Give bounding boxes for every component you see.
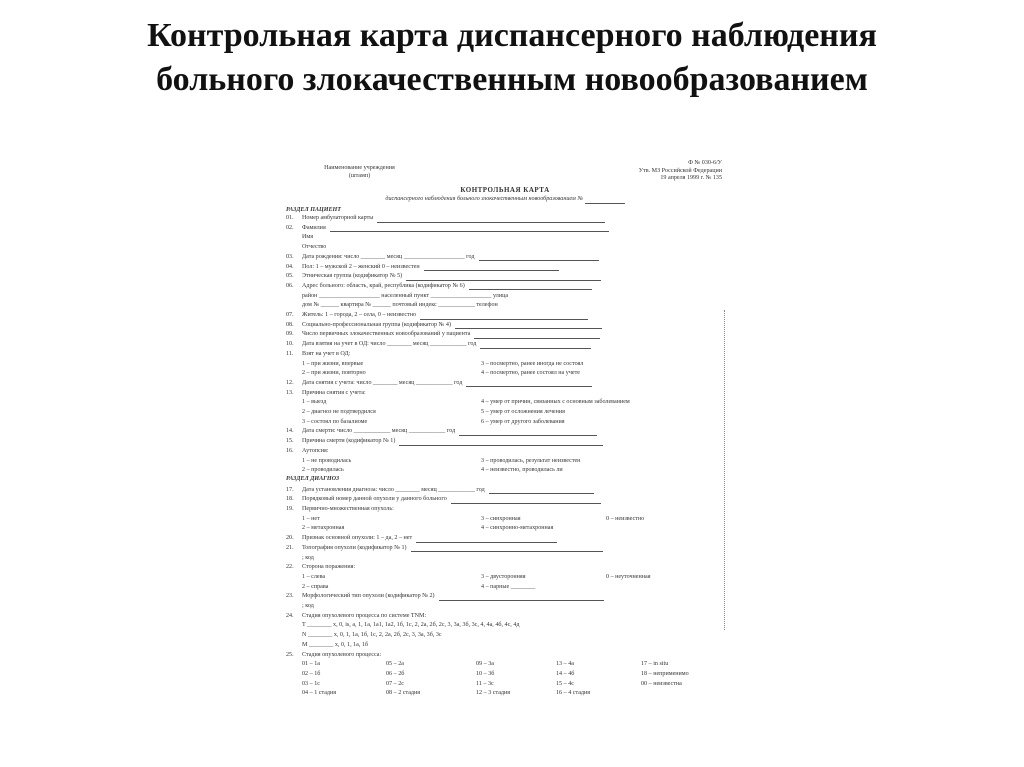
stage-option: 16 – 4 стадия [556, 690, 591, 697]
stage-row [286, 690, 724, 698]
doc-subtitle [282, 196, 728, 204]
stamp-label: (штамп) [348, 172, 371, 179]
stage-option: 11 – 3с [476, 680, 494, 687]
stage-option: 12 – 3 стадия [476, 690, 511, 697]
form-field-row [286, 555, 724, 563]
field-number: 08. [286, 321, 294, 328]
fill-in-blank[interactable] [469, 283, 592, 290]
field-label: Отчество [302, 244, 327, 251]
field-number: 12. [286, 379, 294, 386]
field-number: 11. [286, 350, 294, 357]
slide-title [0, 14, 1024, 102]
fill-in-blank[interactable] [377, 216, 605, 223]
form-field-row [286, 283, 724, 291]
form-field-row [286, 380, 724, 388]
stage-row [286, 681, 724, 689]
field-label: Социально-профессиональная группа (кодификатор № 4) [302, 321, 451, 328]
form-field-row [286, 622, 724, 630]
field-option-col2: 5 – умер от осложнения лечения [481, 409, 565, 415]
field-label: Признак основной опухоли: 1 – да, 2 – нет [302, 535, 413, 542]
field-label: Стадия опухолевого процесса по системе TNM: [302, 612, 427, 619]
field-number: 21. [286, 544, 294, 551]
slide-title-line-2: больного злокачественным новообразованием [156, 61, 868, 98]
form-field-row [286, 593, 724, 601]
form-field-row [286, 564, 724, 572]
stage-option: 18 – неприменимо [641, 670, 689, 677]
field-option-col3: 0 – неизвестно [606, 515, 645, 522]
field-label: Взят на учет в ОД: [302, 350, 351, 357]
field-number: 17. [286, 486, 294, 493]
stage-option: 06 – 2б [386, 670, 405, 677]
form-field-row [286, 545, 724, 553]
section-patient: РАЗДЕЛ ПАЦИЕНТ [286, 207, 342, 213]
field-number: 06. [286, 282, 294, 289]
field-label: Топография опухоли (кодификатор № 1) [302, 544, 407, 551]
field-option-col2: 4 – посмертно, ранее состоял на учете [481, 370, 580, 377]
stage-option: 02 – 1б [302, 670, 321, 677]
field-option-col3: 0 – неуточненная [606, 573, 651, 580]
field-number: 16. [286, 447, 294, 454]
field-label: Пол: 1 – мужской 2 – женский 0 – неизвестен [302, 263, 420, 270]
field-label: Дата смерти: число ____________ месяц ____________ год [302, 428, 456, 435]
field-option-col2: 3 – двусторонняя [481, 573, 526, 580]
field-label: T ________ x, 0, is, a, 1, 1a, 1a1, 1a2, 1б, 1с, 2, 2a, 2б, 2с, 3, 3a, 3б, 3с, 4, 4a, 4б, 4с, 4д [302, 622, 520, 629]
scan-edge-mark [724, 310, 725, 630]
fill-in-blank[interactable] [439, 594, 604, 601]
form-field-row [286, 264, 724, 272]
fill-in-blank[interactable] [416, 536, 557, 543]
field-number: 18. [286, 496, 294, 503]
stage-option: 05 – 2a [386, 661, 404, 668]
form-field-row [286, 351, 724, 359]
scanned-form [282, 160, 728, 720]
stage-option: 17 – in situ [641, 661, 669, 668]
field-number: 13. [286, 389, 294, 396]
field-label: 1 – выезд [302, 399, 327, 406]
form-field-row [286, 312, 724, 320]
fill-in-blank[interactable] [466, 380, 592, 387]
fill-in-blank[interactable] [420, 313, 588, 320]
stage-row [286, 671, 724, 679]
slide-title-line-1: Контрольная карта диспансерного наблюдения [147, 17, 877, 54]
stage-option: 04 – 1 стадия [302, 690, 337, 697]
field-number: 14. [286, 428, 294, 435]
field-number: 04. [286, 263, 294, 270]
field-number: 24. [286, 612, 294, 619]
form-field-row [286, 225, 724, 233]
section-diagnosis: РАЗДЕЛ ДИАГНОЗ [286, 475, 340, 482]
fill-in-blank[interactable] [489, 487, 594, 494]
stage-option: 14 – 4б [556, 670, 575, 677]
field-label: Фамилия [302, 224, 326, 231]
fill-in-blank[interactable] [474, 332, 600, 339]
form-field-row [286, 254, 724, 262]
fill-in-blank[interactable] [399, 439, 603, 446]
field-number: 01. [286, 215, 294, 221]
field-number: 23. [286, 593, 294, 600]
form-field-row [286, 244, 724, 252]
form-field-row [286, 234, 724, 242]
form-number: Ф № 030-6/У [688, 160, 722, 166]
field-option-col2: 4 – синхронно-метахронная [481, 525, 554, 532]
field-number: 02. [286, 224, 294, 231]
stage-option: 08 – 2 стадия [386, 690, 421, 697]
stage-option: 01 – 1a [302, 661, 320, 668]
form-field-row [286, 603, 724, 611]
form-field-row [286, 584, 724, 592]
field-label: Число первичных злокачественных новообразований у пациента [302, 331, 471, 338]
form-field-row [286, 448, 724, 456]
field-label: Номер амбулаторной карты [302, 215, 374, 221]
form-field-row [286, 293, 724, 301]
field-number: 19. [286, 506, 294, 512]
form-field-row [286, 341, 724, 349]
form-field-row [286, 506, 724, 514]
field-label: N ________ x, 0, 1, 1a, 1б, 1с, 2, 2a, 2б, 2с, 3, 3a, 3б, 3с [302, 632, 442, 639]
field-label: Первично-множественная опухоль: [302, 506, 394, 512]
field-label: 2 – при жизни, повторно [302, 370, 366, 377]
field-label: 1 – слева [302, 573, 326, 580]
field-label: Этническая группа (кодификатор № 5) [302, 273, 403, 280]
field-label: Дата рождения: число ________ месяц ____________________ год [302, 253, 475, 260]
fill-in-blank[interactable] [406, 274, 601, 281]
field-number: 05. [286, 273, 294, 280]
field-label: ; код [302, 554, 314, 561]
field-label: район ____________________ населенный пункт ____________________ улица [302, 292, 509, 299]
stage-option: 09 – 3a [476, 661, 494, 668]
form-field-row [286, 632, 724, 640]
field-label: 1 – нет [302, 515, 320, 522]
field-label: Дата снятия с учета: число ________ месяц ____________ год [302, 379, 463, 386]
institution-label: Наименование учреждения [324, 165, 395, 171]
field-label: 1 – не проводилась [302, 457, 352, 464]
field-label: Причина снятия с учета: [302, 389, 366, 396]
form-field-row [286, 525, 724, 533]
field-number: 09. [286, 331, 294, 338]
stage-option: 13 – 4a [556, 661, 574, 668]
field-option-col2: 3 – проводилась, результат неизвестен [481, 457, 581, 464]
form-field-row [286, 516, 724, 524]
field-number: 22. [286, 564, 294, 571]
fill-in-blank[interactable] [459, 429, 597, 436]
stage-row [286, 661, 724, 669]
field-label: ; код [302, 603, 314, 609]
form-field-row [286, 467, 724, 475]
approved-line-1: Утв. МЗ Российской Федерации [638, 167, 722, 174]
field-label: 2 – метахронная [302, 525, 345, 532]
field-label: Имя [302, 234, 314, 241]
field-option-col2: 4 – неизвестно, проводилась ли [481, 467, 563, 474]
form-field-row [286, 535, 724, 543]
field-number: 03. [286, 253, 294, 260]
form-field-row [286, 361, 724, 369]
field-number: 10. [286, 341, 294, 348]
form-field-row [286, 438, 724, 446]
form-field-row [286, 642, 724, 650]
field-label: Адрес больного: область, край, республика (кодификатор № 6) [302, 282, 465, 289]
form-field-row [286, 496, 724, 504]
form-field-row [286, 273, 724, 281]
form-field-row [286, 399, 724, 407]
field-label: Дата взятия на учет в ОД: число ________ месяц ____________ год [302, 341, 477, 348]
stage-option: 03 – 1с [302, 680, 320, 687]
field-number: 07. [286, 312, 294, 318]
fill-in-blank[interactable] [479, 254, 599, 261]
form-field-row [286, 574, 724, 582]
field-label: 1 – при жизни, впервые [302, 360, 364, 367]
form-field-row [286, 652, 724, 660]
form-field-row [286, 370, 724, 378]
field-label: Причина смерти (кодификатор № 1) [302, 438, 396, 445]
form-field-row [286, 215, 724, 223]
field-number: 15. [286, 438, 294, 445]
doc-subtitle-text: диспансерного наблюдения больного злокачественным новообразованием № [385, 196, 584, 202]
field-number: 20. [286, 535, 294, 542]
field-label: Аутопсия: [302, 447, 329, 454]
form-field-row [286, 390, 724, 398]
stage-option: 15 – 4с [556, 680, 574, 687]
fill-in-blank[interactable] [451, 497, 601, 504]
field-label: 2 – справа [302, 583, 329, 590]
field-label: 2 – диагноз не подтвердился [302, 409, 376, 415]
field-option-col2: 3 – синхронная [481, 515, 521, 522]
fill-in-blank[interactable] [480, 342, 591, 349]
fill-in-blank[interactable] [455, 322, 602, 329]
field-label: 2 – проводилась [302, 467, 344, 474]
fill-in-blank[interactable] [411, 545, 603, 552]
doc-title: КОНТРОЛЬНАЯ КАРТА [460, 186, 550, 194]
approved-line-2: 19 апреля 1999 г. № 135 [660, 175, 722, 182]
form-field-row [286, 487, 724, 495]
field-option-col2: 4 – парные ________ [481, 583, 536, 590]
field-option-col2: 3 – посмертно, ранее иногда не состоял [481, 360, 584, 367]
form-field-row [286, 613, 724, 621]
form-field-row [286, 322, 724, 330]
field-label: дом № ______ квартира № ______ почтовый индекс ____________ телефон [302, 302, 498, 309]
field-label: Сторона поражения: [302, 564, 356, 571]
form-field-row [286, 302, 724, 310]
form-field-row [286, 409, 724, 417]
stage-option: 10 – 3б [476, 670, 495, 677]
approval-header [592, 160, 722, 183]
field-number: 25. [286, 651, 294, 658]
stage-option: 00 – неизвестна [641, 680, 682, 687]
field-label: Порядковый номер данной опухоли у данного больного [302, 496, 447, 503]
form-field-row [286, 458, 724, 466]
form-field-row [286, 428, 724, 436]
field-label: Стадия опухолевого процесса: [302, 651, 382, 658]
field-label: Дата установления диагноза: число ________ месяц ____________ год [302, 486, 485, 493]
institution-header [312, 165, 407, 180]
field-label: 3 – состоял по базалиоме [302, 418, 368, 425]
field-option-col2: 6 – умер от другого заболевания [481, 418, 565, 425]
field-option-col2: 4 – умер от причин, связанных с основным заболеванием [481, 399, 630, 406]
stage-option: 07 – 2с [386, 680, 404, 687]
form-field-row [286, 419, 724, 427]
field-label: Морфологический тип опухоли (кодификатор № 2) [302, 593, 435, 600]
fill-in-blank[interactable] [424, 264, 559, 271]
form-field-row [286, 331, 724, 339]
fill-in-blank[interactable] [330, 225, 609, 232]
field-label: M ________ x, 0, 1, 1a, 1б [302, 641, 369, 648]
field-label: Житель: 1 – города, 2 – села, 0 – неизвестно [302, 312, 416, 318]
